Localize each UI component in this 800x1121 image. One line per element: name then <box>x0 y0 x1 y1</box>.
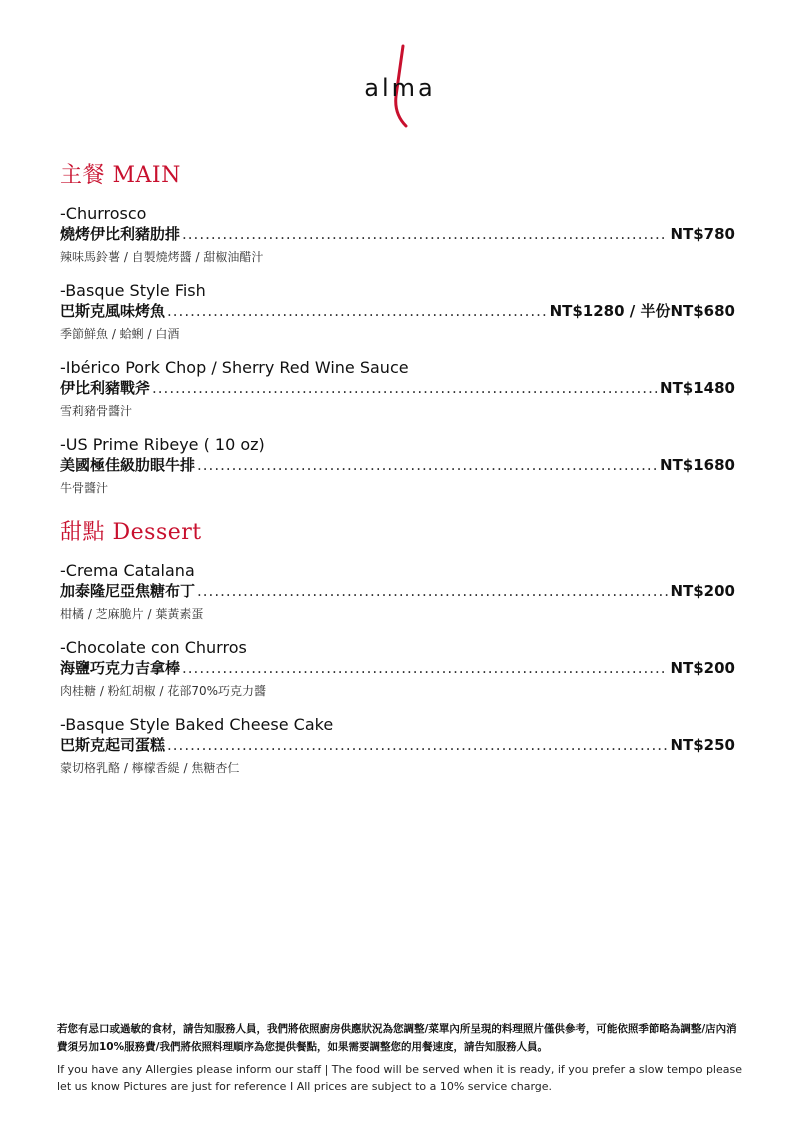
item-description: 雪莉豬骨醬汁 <box>60 404 133 418</box>
item-price: NT$1280 / 半份NT$680 <box>549 302 735 320</box>
item-description: 柑橘 / 芝麻脆片 / 葉黃素蛋 <box>60 607 204 621</box>
item-chinese-name: 加泰隆尼亞焦糖布丁 <box>60 582 196 600</box>
item-chinese-name: 伊比利豬戰斧 <box>60 379 151 397</box>
item-english-name: -Basque Style Baked Cheese Cake <box>60 715 334 734</box>
menu-item <box>60 637 735 701</box>
item-description: 肉桂糖 / 粉紅胡椒 / 花部70%巧克力醬 <box>60 684 267 698</box>
item-english-name: -Crema Catalana <box>60 561 195 580</box>
section-dessert <box>60 515 735 791</box>
note-english: If you have any Allergies please inform our staff | The food will be served when it is ready, if you prefer a slow tempo please let us know Pictures are just for reference I All prices are subject to a 10% service charge. <box>57 1063 742 1093</box>
item-description: 蒙切格乳酪 / 檸檬香緹 / 焦糖杏仁 <box>60 761 240 775</box>
alma-logo <box>352 44 448 130</box>
item-english-name: -Ibérico Pork Chop / Sherry Red Wine Sauce <box>60 358 409 377</box>
dot-leader <box>167 735 668 756</box>
menu-item <box>60 357 735 421</box>
dot-leader <box>182 658 668 679</box>
dot-leader <box>197 455 658 476</box>
item-chinese-name: 美國極佳級肋眼牛排 <box>60 456 196 474</box>
dot-leader <box>167 301 548 322</box>
section-main <box>60 158 735 511</box>
menu-item <box>60 560 735 624</box>
item-english-name: -Basque Style Fish <box>60 281 206 300</box>
dot-leader <box>152 378 658 399</box>
section-title-dessert: 甜點 Dessert <box>60 520 202 545</box>
item-price: NT$1680 <box>660 456 735 474</box>
item-price: NT$780 <box>670 225 735 243</box>
item-english-name: -Churrosco <box>60 204 147 223</box>
item-description: 季節鮮魚 / 蛤蜊 / 白酒 <box>60 327 180 341</box>
section-title-main: 主餐 MAIN <box>60 163 181 188</box>
menu-item <box>60 434 735 498</box>
note-chinese: 若您有忌口或過敏的食材，請告知服務人員，我們將依照廚房供應狀況為您調整/菜單內所呈現的料理照片僅供參考，可能依照季節略為調整/店內消費須另加10%服務費/我們將依照料理順序為您提供餐點，如果需要調整您的用餐速度，請告知服務人員。 <box>57 1023 737 1053</box>
dot-leader <box>182 224 668 245</box>
item-price: NT$250 <box>670 736 735 754</box>
item-description: 牛骨醬汁 <box>60 481 109 495</box>
item-chinese-name: 海鹽巧克力吉拿棒 <box>60 659 181 677</box>
item-price: NT$200 <box>670 582 735 600</box>
item-chinese-name: 巴斯克風味烤魚 <box>60 302 166 320</box>
item-chinese-name: 巴斯克起司蛋糕 <box>60 736 166 754</box>
item-chinese-name: 燒烤伊比利豬肋排 <box>60 225 181 243</box>
item-price: NT$200 <box>670 659 735 677</box>
item-english-name: -US Prime Ribeye ( 10 oz) <box>60 435 265 454</box>
menu-item <box>60 280 735 344</box>
item-price: NT$1480 <box>660 379 735 397</box>
menu-item <box>60 203 735 267</box>
menu-item <box>60 714 735 778</box>
item-english-name: -Chocolate con Churros <box>60 638 247 657</box>
footer-notes <box>57 1020 747 1095</box>
logo-text: alma <box>364 74 436 102</box>
item-description: 辣味馬鈴薯 / 自製燒烤醬 / 甜椒油醋汁 <box>60 250 264 264</box>
dot-leader <box>197 581 668 602</box>
